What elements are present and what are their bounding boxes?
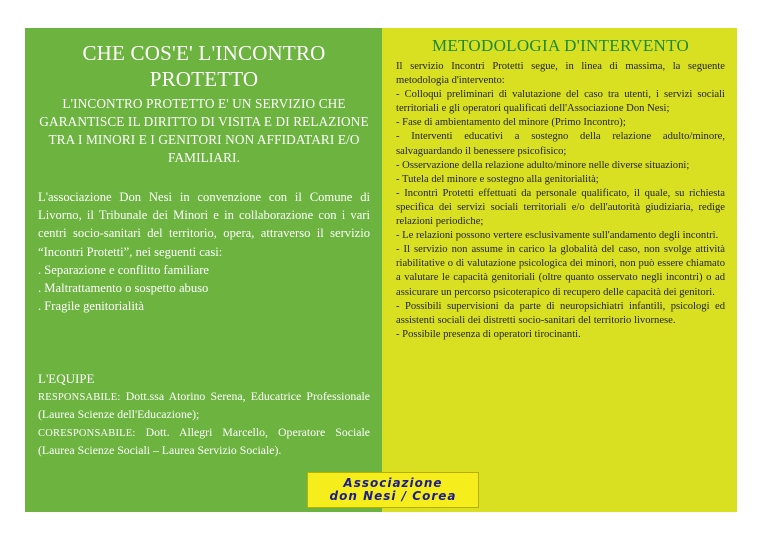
responsabile-text: Dott.ssa Atorino Serena, Educatrice Professionale (Laurea Scienze dell'Educazione); [38, 389, 370, 422]
case-item: . Fragile genitorialità [38, 299, 144, 314]
methodology-item: - Possibili supervisioni da parte di neuropsichiatri infantili, psicologi ed assistenti sociali dei distretti socio-sanitari del territorio livornese. [396, 300, 725, 326]
case-item: . Separazione e conflitto familiare [38, 262, 209, 277]
main-title: CHE COS'E' L'INCONTRO PROTETTO [82, 41, 326, 91]
subtitle: L'INCONTRO PROTETTO E' UN SERVIZIO CHE GARANTISCE IL DIRITTO DI VISITA E DI RELAZIONE TRA I MINORI E I GENITORI NON AFFIDATARI E/O FAMILIARI. [39, 96, 369, 165]
methodology-item: - Interventi educativi a sostegno della relazione adulto/minore, salvaguardando il benessere psicofisico; [396, 131, 725, 157]
equipe-section [38, 370, 370, 460]
methodology-intro: Il servizio Incontri Protetti segue, in linea di massima, la seguente metodologia d'intervento: [396, 61, 725, 87]
responsabile-entry [38, 388, 370, 424]
logo-line-1: Associazione [343, 476, 443, 490]
flyer [25, 28, 737, 512]
methodology-item: - Possibile presenza di operatori tirocinanti. [396, 328, 581, 340]
responsabile-role: RESPONSABILE: [38, 392, 121, 403]
methodology-item: - Tutela del minore e sostegno alla genitorialità; [396, 173, 599, 185]
methodology-item: - Colloqui preliminari di valutazione del caso tra utenti, i servizi sociali territoriali e gli operatori qualificati dell'Associazione Don Nesi; [396, 89, 725, 115]
methodology-list [396, 88, 725, 342]
methodology-item: - Fase di ambientamento del minore (Primo Incontro); [396, 117, 626, 129]
methodology-item: - Osservazione della relazione adulto/minore nelle diverse situazioni; [396, 159, 690, 171]
left-panel [25, 28, 382, 512]
equipe-title: L'EQUIPE [38, 371, 95, 386]
logo-line-2: don Nesi / Corea [329, 489, 457, 503]
methodology-item: - Incontri Protetti effettuati da personale qualificato, il quale, su richiesta specifica dei servizi sociali territoriali e/o dell'autorità giudiziaria, redige relazioni periodiche; [396, 187, 725, 228]
association-logo [307, 472, 479, 508]
cases-list [38, 261, 370, 316]
methodology-item: - Il servizio non assume in carico la globalità del caso, non svolge attività riabilitative o di valutazione psicologica dei minori, non può essere chiamato a valutare le capacità genitoriali (oltre quanto osservato negli incontri) o ad assicurare un percorso psicoterapico di recupero delle capacità dei genitori. [396, 244, 725, 298]
coresponsabile-role: CORESPONSABILE: [38, 427, 136, 439]
methodology-title: METODOLOGIA D'INTERVENTO [431, 36, 690, 55]
case-item: . Maltrattamento o sospetto abuso [38, 281, 209, 296]
methodology-item: - Le relazioni possono vertere esclusivamente sull'andamento degli incontri. [396, 230, 719, 242]
intro-paragraph: L'associazione Don Nesi in convenzione con il Comune di Livorno, il Tribunale dei Minori e in collaborazione con i vari centri socio-sanitari del territorio, opera, attraverso il servizio “Incontri Protetti”, nei seguenti casi: [38, 190, 370, 259]
coresponsabile-entry [38, 424, 370, 460]
coresponsabile-text: Dott. Allegri Marcello, Operatore Sociale (Laurea Scienze Sociali – Laurea Servizio Sociale). [38, 424, 370, 458]
right-panel [382, 28, 737, 512]
